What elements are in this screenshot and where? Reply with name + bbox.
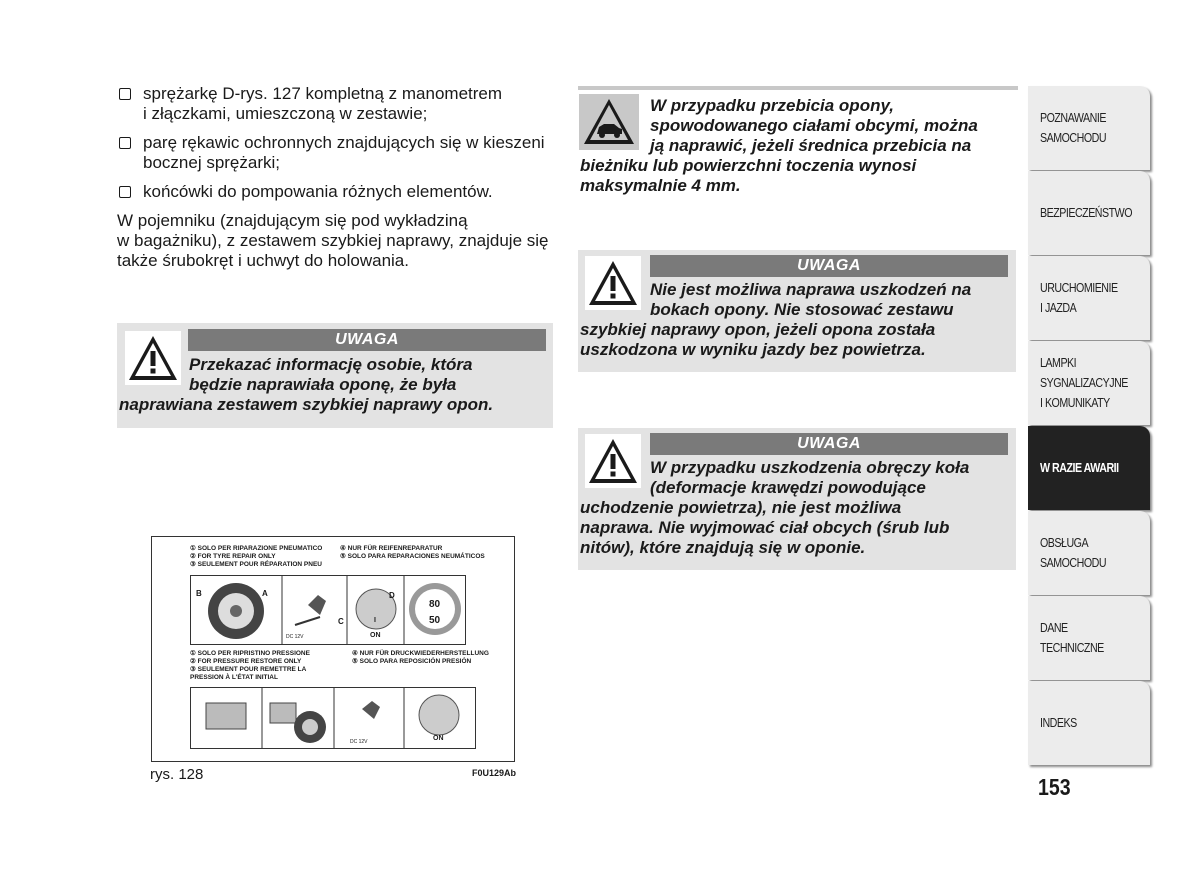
section-tab-label: [1040, 713, 1085, 733]
equipment-list: [117, 84, 557, 202]
warning-line: maksymalnie 4 mm.: [580, 176, 741, 195]
sticker-label: ③ SEULEMENT POUR RÉPARATION PNEU: [190, 561, 322, 568]
sticker-label: ⑤ SOLO PARA REPARACIONES NEUMÁTICOS: [340, 553, 485, 560]
sticker-label: ③ SEULEMENT POUR REMETTRE LA: [190, 666, 307, 673]
warning-box-left: [117, 323, 553, 428]
dc-label: DC 12V: [350, 739, 368, 745]
on-label: ON: [370, 632, 381, 639]
section-tab-line: SAMOCHODU: [1040, 555, 1107, 570]
warning-line: Przekazać informację osobie, która: [189, 355, 473, 374]
section-tab-label: [1040, 278, 1135, 318]
speed-80-label: 80: [429, 599, 441, 610]
page-number: 153: [1038, 774, 1071, 800]
section-tab-label: [1040, 533, 1121, 573]
warning-header: UWAGA: [650, 255, 1008, 277]
sticker-label: ⑤ SOLO PARA REPOSICIÓN PRESIÓN: [352, 658, 472, 665]
warning-line: uszkodzona w wyniku jazdy bez powietrza.: [580, 340, 926, 359]
warning-line: Nie jest możliwa naprawa uszkodzeń na: [650, 280, 972, 299]
warning-box-right-2: [578, 428, 1016, 570]
switch-icon: [419, 695, 459, 735]
list-item-line: bocznej sprężarki;: [143, 153, 281, 172]
panel-letter: B: [196, 589, 202, 598]
paragraph-line: w bagażniku), z zestawem szybkiej naprawy, znajduje się: [117, 231, 549, 250]
section-tab-line: SYGNALIZACYJNE: [1040, 375, 1128, 390]
warning-line: bieżniku lub powierzchni toczenia wynosi: [580, 156, 917, 175]
warning-line: bokach opony. Nie stosować zestawu: [650, 300, 954, 319]
section-tab-line: URUCHOMIENIE: [1040, 280, 1118, 295]
figure-code: F0U129Ab: [472, 768, 517, 778]
repair-steps-panel: [190, 575, 466, 645]
sticker-label: ① SOLO PER RIPARAZIONE PNEUMATICO: [190, 545, 323, 552]
list-item-line: parę rękawic ochronnych znajdujących się w kieszeni: [143, 133, 545, 152]
panel-letter: D: [389, 591, 395, 600]
checkbox-bullet-icon: [119, 137, 131, 149]
note-box-car: [578, 90, 1018, 198]
warning-line: W przypadku przebicia opony,: [650, 96, 895, 115]
left-column: [117, 84, 557, 271]
sticker-label: ② FOR PRESSURE RESTORE ONLY: [190, 658, 302, 665]
section-tab[interactable]: [1028, 86, 1150, 170]
section-tab-line: I JAZDA: [1040, 300, 1077, 315]
warning-box-right-1: [578, 250, 1016, 372]
speed-50-label: 50: [429, 615, 441, 626]
section-tab[interactable]: [1028, 511, 1150, 595]
warning-line: będzie naprawiała oponę, że była: [189, 375, 457, 394]
sticker-label: PRESSION À L'ÉTAT INITIAL: [190, 674, 278, 681]
sticker-label: ④ NUR FÜR DRUCKWIEDERHERSTELLUNG: [352, 650, 489, 657]
warning-line: ją naprawić, jeżeli średnica przebicia na: [650, 136, 972, 155]
warning-line: naprawa. Nie wyjmować ciał obcych (śrub lub: [580, 518, 950, 537]
warning-text: [580, 280, 1014, 360]
panel-letter: A: [262, 589, 268, 598]
warning-line: naprawiana zestawem szybkiej naprawy opon.: [119, 395, 494, 414]
section-tab[interactable]: [1028, 256, 1150, 340]
warning-line: spowodowanego ciałami obcymi, można: [650, 116, 978, 135]
panel-letter: C: [338, 617, 344, 626]
paragraph-line: także śrubokręt i uchwyt do holowania.: [117, 251, 409, 270]
sticker-label: ④ NUR FÜR REIFENREPARATUR: [340, 545, 443, 552]
section-tab-line: SAMOCHODU: [1040, 130, 1107, 145]
warning-line: (deformacje krawędzi powodujące: [650, 478, 926, 497]
section-tab-line: POZNAWANIE: [1040, 110, 1106, 125]
sticker-label: ① SOLO PER RIPRISTINO PRESSIONE: [190, 650, 310, 657]
section-tab[interactable]: [1028, 596, 1150, 680]
list-item-line: końcówki do pompowania różnych elementów.: [143, 182, 493, 201]
on-label: ON: [433, 735, 444, 742]
labels-bottom-right: [352, 650, 489, 666]
switch-i-label: I: [374, 617, 376, 624]
section-tab-label: [1040, 618, 1118, 658]
section-tab-label: [1040, 353, 1147, 413]
section-tab-label: [1040, 458, 1136, 478]
warning-line: uchodzenie powietrza), nie jest możliwa: [580, 498, 902, 517]
list-item: [117, 182, 557, 202]
warning-line: szybkiej naprawy opon, jeżeli opona została: [580, 320, 936, 339]
labels-bottom-left: [190, 650, 310, 682]
warning-text: [580, 458, 1014, 558]
warning-line: nitów), które znajdują się w oponie.: [580, 538, 866, 557]
section-tab-line: INDEKS: [1040, 715, 1077, 730]
list-item: [117, 84, 557, 124]
paragraph-line: W pojemniku (znajdującym się pod wykładziną: [117, 211, 468, 230]
section-tab-line: LAMPKI: [1040, 355, 1077, 370]
section-tab-label: [1040, 108, 1121, 148]
section-tab-line: OBSŁUGA: [1040, 535, 1089, 550]
section-tab-line: BEZPIECZEŃSTWO: [1040, 205, 1133, 220]
warning-header: UWAGA: [650, 433, 1008, 455]
section-tab-line: W RAZIE AWARII: [1040, 460, 1119, 475]
intro-paragraph: [117, 211, 557, 271]
list-item: [117, 133, 557, 173]
list-item-line: sprężarkę D-rys. 127 kompletną z manometrem: [143, 84, 503, 103]
section-tab[interactable]: [1028, 341, 1150, 425]
list-item-line: i złączkami, umieszczoną w zestawie;: [143, 104, 428, 123]
compressor-kit-icon: [206, 703, 246, 729]
warning-line: W przypadku uszkodzenia obręczy koła: [650, 458, 970, 477]
section-tab[interactable]: [1028, 681, 1150, 765]
section-tab-line: TECHNICZNE: [1040, 640, 1104, 655]
tyre-repair-sticker-figure: [151, 536, 515, 762]
section-tab-line: DANE: [1040, 620, 1068, 635]
section-tab-line: I KOMUNIKATY: [1040, 395, 1110, 410]
section-tab[interactable]: [1028, 171, 1150, 255]
figure-caption: rys. 128: [150, 766, 204, 783]
checkbox-bullet-icon: [119, 186, 131, 198]
dc-label: DC 12V: [286, 634, 304, 640]
section-tab[interactable]: [1028, 426, 1150, 510]
sticker-label: ② FOR TYRE REPAIR ONLY: [190, 553, 276, 560]
note-text: [580, 96, 1016, 196]
labels-top-left: [190, 545, 322, 569]
warning-text: [119, 355, 551, 415]
checkbox-bullet-icon: [119, 88, 131, 100]
section-tab-label: [1040, 203, 1152, 223]
labels-top-right: [340, 545, 485, 561]
warning-header: UWAGA: [188, 329, 546, 351]
